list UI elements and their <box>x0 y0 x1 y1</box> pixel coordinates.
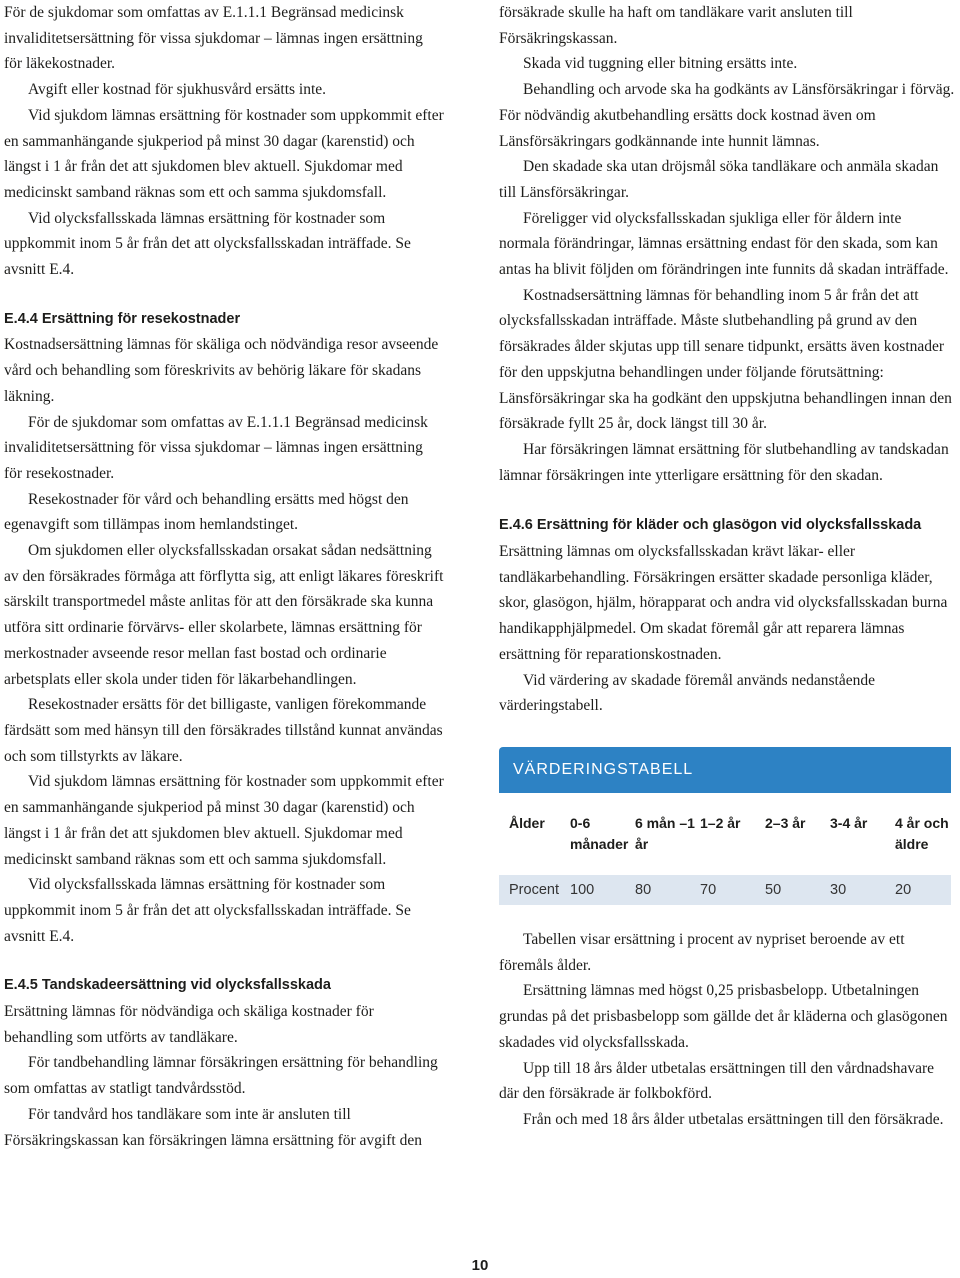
paragraph: För de sjukdomar som omfattas av E.1.1.1 Begränsad medicinsk invaliditetsersättning för vissa sjukdomar – lämnas ingen ersättning för läkekostnader. <box>4 4 423 73</box>
row-label: Procent <box>509 881 559 898</box>
paragraph: Vid sjukdom lämnas ersättning för kostnader som uppkommit efter en sammanhängande sjukperiod på minst 30 dagar (karenstid) och längst i 1 år från det att sjukdomen blev aktuell. Sjukdomar med medicinskt samband räknas som ett och samma sjukdomsfall. <box>4 773 444 868</box>
paragraph: Vid olycksfallsskada lämnas ersättning för kostnader som uppkommit inom 5 år från det att olycksfallsskadan inträffade. Se avsnitt E.4. <box>4 876 411 945</box>
header-cell: 3-4 år <box>830 814 868 831</box>
paragraph: Föreligger vid olycksfallsskadan sjukliga eller för åldern inte normala förändringar, lämnas ersättning endast för den skada, som kan antas ha blivit följden om förändringen inte funnits då skadan inträffade. <box>499 209 949 279</box>
paragraph: Ersättning lämnas med högst 0,25 prisbasbelopp. Utbetalningen grundas på det prisbasbelopp som gällde det år kläderna och glasögonen skadades vid olycksfallsskada. <box>499 982 948 1051</box>
paragraph: Om sjukdomen eller olycksfallsskadan orsakat sådan nedsättning av den försäkrades förmåga att förflytta sig, att enligt läkares föreskrift särskilt transportmedel måste anlitas för att den försäkrade ska kunna utföra sitt ordinarie förvärvs- eller skolarbete, lämnas ersättning för merkostnader avseende resor mellan fast bostad och ordinarie arbetsplats eller skola under tiden för läkarbehandlingen. <box>4 542 444 688</box>
paragraph: Skada vid tuggning eller bitning ersätts inte. <box>523 55 798 73</box>
value-cell: 30 <box>830 881 847 898</box>
paragraph: Behandling och arvode ska ha godkänts av Länsförsäkringar i förväg. För nödvändig akutbehandling ersätts dock kostnad även om Länsförsäkringars godkännande inte hunnit lämnas. <box>499 81 955 150</box>
section-heading-e44: E.4.4 Ersättning för resekostnader <box>4 310 241 327</box>
valuation-table-title: VÄRDERINGSTABELL <box>499 747 951 793</box>
paragraph: Kostnadsersättning lämnas för skäliga och nödvändiga resor avseende vård och behandling som föreskrivits av behörig läkare för skadans läkning. <box>4 336 439 405</box>
section-heading-e46: E.4.6 Ersättning för kläder och glasögon vid olycksfallsskada <box>499 517 922 534</box>
header-cell: 6 mån –1 år <box>635 814 695 852</box>
paragraph: Resekostnader ersätts för det billigaste, vanligen förekommande färdsätt som med hänsyn till den försäkrades tillstånd kunnat användas och som tillstyrkts av läkare. <box>4 696 443 765</box>
paragraph: Avgift eller kostnad för sjukhusvård ersätts inte. <box>28 81 327 99</box>
value-cell: 100 <box>570 881 595 898</box>
paragraph: För tandvård hos tandläkare som inte är ansluten till Försäkringskassan kan försäkringen lämna ersättning för avgift den <box>4 1105 422 1149</box>
paragraph: Från och med 18 års ålder utbetalas ersättningen till den försäkrade. <box>523 1110 944 1128</box>
valuation-table-header <box>499 793 951 861</box>
header-cell: Ålder <box>509 814 545 831</box>
section-heading-e45: E.4.5 Tandskadeersättning vid olycksfallsskada <box>4 977 331 994</box>
value-cell: 80 <box>635 881 652 898</box>
paragraph: Upp till 18 års ålder utbetalas ersättningen till den vårdnadshavare där den försäkrade är folkbokförd. <box>499 1059 935 1103</box>
paragraph: Kostnadsersättning lämnas för behandling inom 5 år från det att olycksfallsskadan inträffade. Måste slutbehandling på grund av den försäkrades ålder skjutas upp till senare tidpunkt, ersätts även kostnader för den uppskjutna behandlingen under följande förutsättning: Länsförsäkringar ska ha godkänt den uppskjutna behandlingen innan den försäkrade fyllt 25 år, dock längst till 30 år. <box>499 286 952 433</box>
paragraph: Tabellen visar ersättning i procent av nypriset beroende av ett föremåls ålder. <box>499 930 905 974</box>
paragraph: Vid sjukdom lämnas ersättning för kostnader som uppkommit efter en sammanhängande sjukperiod på minst 30 dagar (karenstid) och längst i 1 år från det att sjukdomen blev aktuell. Sjukdomar med medicinskt samband räknas som ett och samma sjukdomsfall. <box>4 106 444 201</box>
value-cell: 20 <box>895 881 912 898</box>
paragraph: För de sjukdomar som omfattas av E.1.1.1 Begränsad medicinsk invaliditetsersättning för vissa sjukdomar – lämnas ingen ersättning för resekostnader. <box>4 413 428 482</box>
paragraph: Den skadade ska utan dröjsmål söka tandläkare och anmäla skadan till Länsförsäkringar. <box>499 158 939 201</box>
value-cell: 70 <box>700 881 717 898</box>
right-column <box>499 0 955 1133</box>
paragraph: försäkrade skulle ha haft om tandläkare varit ansluten till Försäkringskassan. <box>499 4 853 47</box>
header-cell: 2–3 år <box>765 814 806 831</box>
header-cell: 0-6 månader <box>570 814 629 852</box>
table-row <box>499 875 951 905</box>
paragraph: För tandbehandling lämnar försäkringen ersättning för behandling som omfattas av statligt tandvårdsstöd. <box>4 1054 438 1098</box>
left-column <box>4 0 444 1153</box>
paragraph: Resekostnader för vård och behandling ersätts med högst den egenavgift som tillämpas inom hemlandstinget. <box>4 490 409 534</box>
value-cell: 50 <box>765 881 782 898</box>
paragraph: Ersättning lämnas för nödvändiga och skäliga kostnader för behandling som utförts av tandläkare. <box>4 1003 374 1046</box>
page-number: 10 <box>471 1257 489 1274</box>
header-cell: 4 år och äldre <box>895 814 949 852</box>
paragraph: Vid värdering av skadade föremål används nedanstående värderingstabell. <box>499 671 875 715</box>
header-cell: 1–2 år <box>700 814 741 831</box>
valuation-table <box>499 747 951 905</box>
paragraph: Har försäkringen lämnat ersättning för slutbehandling av tandskadan lämnar försäkringen inte ytterligare ersättning för den skadan. <box>499 440 949 484</box>
paragraph: Ersättning lämnas om olycksfallsskadan krävt läkar- eller tandläkarbehandling. Försäkringen ersätter skadade personliga kläder, skor, glasögon, hjälm, hörapparat och andra vid olycksfallsskadan burna handikapphjälpmedel. Om skadat föremål går att reparera lämnas ersättning för reparationskostnaden. <box>499 543 948 663</box>
paragraph: Vid olycksfallsskada lämnas ersättning för kostnader som uppkommit inom 5 år från det att olycksfallsskadan inträffade. Se avsnitt E.4. <box>4 209 411 279</box>
